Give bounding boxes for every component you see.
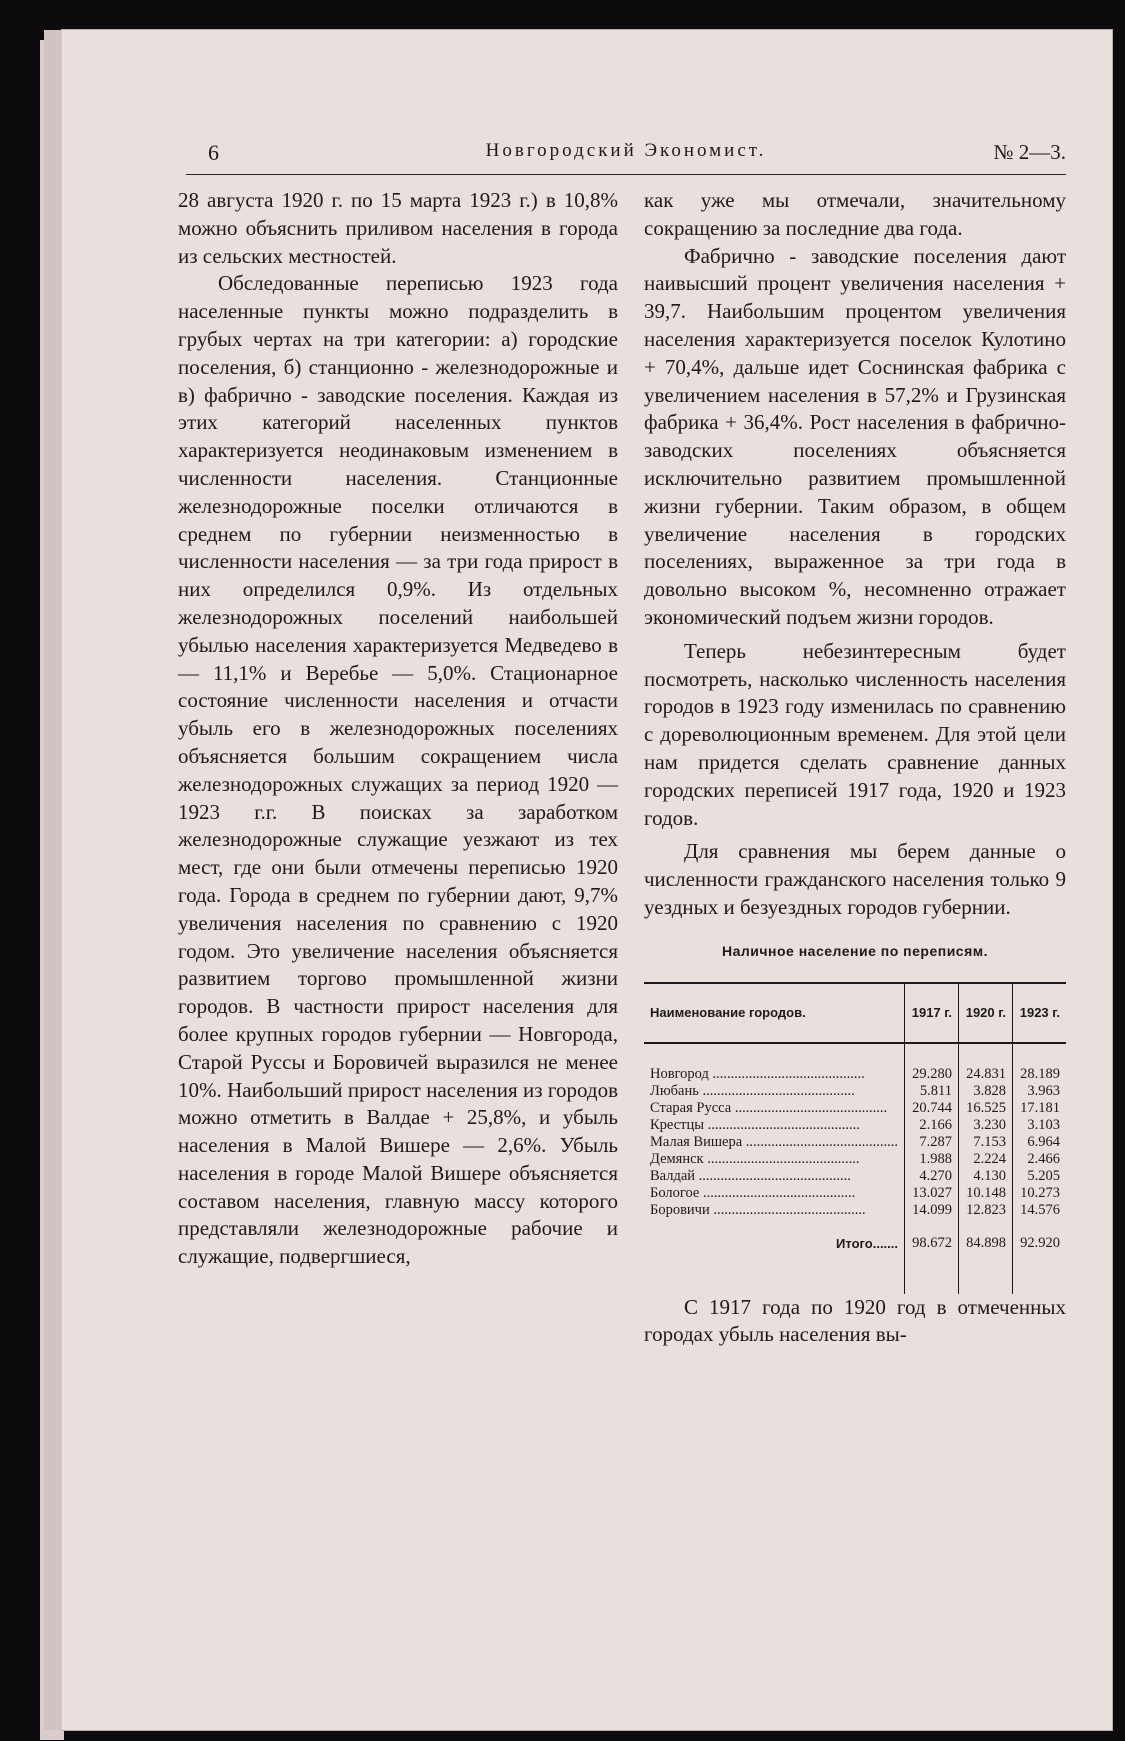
value-1917 [905,1168,959,1185]
total-row [644,1219,1066,1252]
value-1920-text: 3.230 [973,1116,1006,1133]
city-name [644,1185,905,1202]
journal-page [178,140,1066,1347]
value-1917 [905,1066,959,1083]
total-1917: 98.672 [905,1219,959,1252]
value-1923-text: 14.576 [1020,1201,1060,1218]
total-1920: 84.898 [959,1219,1013,1252]
paragraph: Обследованные переписью 1923 года населенные пункты можно подразделить в грубых чертах на три категории: а) городские поселения, б) станционно - железнодорожные и в) фабрично - заводские поселения. Каждая из этих категорий населенных пунктов характеризуется неодинаковым изменением в численности населения. Станционные железнодорожные поселки отличаются в среднем по губернии неизменностью в численности населения — за три года прирост в них определился 0,9%. Из отдельных железнодорожных поселений наибольшей убылью населения характеризуется Медведево в — 11,1% и Веребье — 5,0%. Стационарное состояние численности населения и отчасти убыль его в железнодорожных поселениях объясняется большим сокращением числа железнодорожных служащих за период 1920 — 1923 г.г. В поисках за заработком железнодорожные служащие уезжают из тех мест, где они были отмечены переписью 1920 года. Города в среднем по губернии дают, 9,7% увеличения населения по сравнению с 1920 годом. Это увеличение населения объясняется развитием торгово промышленной жизни городов. В частности прирост населения для более крупных городов губернии — Новгорода, Старой Руссы и Боровичей выразился не менее 10%. Наибольший прирост населения из городов можно отметить в Валдае + 25,8%, и убыль населения в Малой Вишере — 2,6%. Убыль населения в городе Малой Вишере объясняется составом населения, главную массу которого представляли железнодорожные рабочие и служащие, подвергшиеся, [178,271,618,1269]
value-1923 [1012,1134,1066,1151]
value-1923 [1012,1202,1066,1219]
city-name [644,1066,905,1083]
value-1917-text: 2.166 [919,1116,952,1133]
value-1923-text: 3.963 [1027,1082,1060,1099]
value-1920-text: 2.224 [973,1150,1006,1167]
journal-title: Новгородский Экономист. [485,140,767,161]
left-column [178,187,618,1271]
table-header-row [644,983,1066,1043]
value-1920-text: 7.153 [973,1133,1006,1150]
value-1920 [959,1066,1013,1083]
city-name-text: Любань [650,1082,699,1099]
paragraph: Для сравнения мы берем данные о численности гражданского населения только 9 уездных и безуездных городов губернии. [644,839,1066,919]
value-1917-text: 7.287 [919,1133,952,1150]
column-header: 1920 г. [959,983,1013,1043]
city-name [644,1100,905,1117]
table-row [644,1185,1066,1202]
leader-dots: .......................................... [742,1133,899,1150]
column-header: 1923 г. [1012,983,1066,1043]
leader-dots: .......................................... [704,1116,860,1133]
table-row [644,1083,1066,1100]
page-number: 6 [208,140,219,165]
value-1920 [959,1151,1013,1168]
value-1923 [1012,1117,1066,1134]
city-name [644,1168,905,1185]
book-spine [40,40,64,1740]
leader-dots: .......................................... [708,1065,865,1082]
city-name-text: Демянск [650,1150,704,1167]
table-row [644,1066,1066,1083]
value-1920-text: 24.831 [966,1065,1006,1082]
value-1917-text: 13.027 [912,1184,952,1201]
value-1923-text: 28.189 [1020,1065,1060,1082]
value-1920-text: 12.823 [966,1201,1006,1218]
column-header: 1917 г. [905,983,959,1043]
city-name [644,1083,905,1100]
value-1923 [1012,1168,1066,1185]
leader-dots: .......................................... [731,1099,888,1116]
leader-dots: .......................................... [709,1201,866,1218]
value-1923-text: 3.103 [1027,1116,1060,1133]
table-row [644,1100,1066,1117]
city-name-text: Валдай [650,1167,696,1184]
table-row [644,1117,1066,1134]
value-1923-text: 2.466 [1027,1150,1060,1167]
value-1917-text: 1.988 [919,1150,952,1167]
value-1920 [959,1168,1013,1185]
city-name-text: Старая Русса [650,1099,732,1116]
value-1920 [959,1134,1013,1151]
table-row [644,1151,1066,1168]
value-1920-text: 10.148 [966,1184,1006,1201]
value-1917-text: 4.270 [919,1167,952,1184]
value-1920-text: 4.130 [973,1167,1006,1184]
value-1917 [905,1117,959,1134]
city-name-text: Крестцы [650,1116,704,1133]
value-1920 [959,1202,1013,1219]
leader-dots: .......................................... [699,1184,856,1201]
value-1920 [959,1083,1013,1100]
value-1920 [959,1100,1013,1117]
issue-number: № 2—3. [993,140,1066,164]
value-1923 [1012,1066,1066,1083]
leader-dots: .......................................... [703,1150,860,1167]
column-header: Наименование городов. [650,1005,806,1021]
paragraph: Фабрично - заводские поселения дают наивысший процент увеличения населения + 39,7. Наибольшим процентом увеличения населения характеризуется поселок Кулотино + 70,4%, дальше идет Соснинская фабрика с увеличением населения в 57,2% и Грузинская фабрика + 36,4%. Рост населения в фабрично-заводских поселениях объясняется исключительно развитием промышленной жизни губернии. Таким образом, в общем увеличение населения в городских поселениях, выраженное за три года в довольно высоком %, несомненно отражает экономический подъем жизни городов. [644,243,1066,629]
total-label: Итого....... [836,1235,899,1251]
value-1923-text: 6.964 [1027,1133,1060,1150]
table-row [644,1134,1066,1151]
value-1920 [959,1117,1013,1134]
value-1923 [1012,1083,1066,1100]
value-1920 [959,1185,1013,1202]
value-1923-text: 10.273 [1020,1184,1060,1201]
city-name [644,1134,905,1151]
value-1917-text: 20.744 [912,1099,952,1116]
paragraph: Теперь небезинтересным будет посмотреть, насколько численность населения городов в 1923 году изменилась по сравнению с дореволюционным временем. Для этой цели нам придется сделать сравнение данных городских переписей 1917 года, 1920 и 1923 годов. [644,638,1066,830]
city-name-text: Малая Вишера [650,1133,743,1150]
value-1917 [905,1134,959,1151]
table-row [644,1202,1066,1219]
population-table [644,982,1066,1294]
paragraph: как уже мы отмечали, значительному сокращению за последние два года. [644,188,1066,240]
value-1923 [1012,1185,1066,1202]
paragraph: С 1917 года по 1920 год в отмеченных городах убыль населения вы- [644,1294,1066,1347]
table-row [644,1168,1066,1185]
leader-dots: .......................................... [698,1082,855,1099]
city-name [644,1202,905,1219]
value-1917 [905,1202,959,1219]
value-1917 [905,1083,959,1100]
value-1917-text: 14.099 [912,1201,952,1218]
total-label-text: Итого [836,1235,873,1251]
city-name-text: Бологое [650,1184,700,1201]
value-1923-text: 5.205 [1027,1167,1060,1184]
value-1917 [905,1185,959,1202]
value-1923-text: 17.181 [1020,1099,1060,1116]
value-1920-text: 16.525 [966,1099,1006,1116]
right-column [644,187,1066,1349]
paragraph: 28 августа 1920 г. по 15 марта 1923 г.) в 10,8% можно объяснить приливом населения в города из сельских местностей. [178,188,618,268]
value-1920-text: 3.828 [973,1082,1006,1099]
leader-dots: .......................................... [695,1167,851,1184]
city-name [644,1117,905,1134]
value-1923 [1012,1151,1066,1168]
total-1923: 92.920 [1012,1219,1066,1252]
city-name-text: Новгород [650,1065,709,1082]
value-1917 [905,1151,959,1168]
value-1917-text: 5.811 [919,1082,952,1099]
value-1923 [1012,1100,1066,1117]
running-header [186,140,1066,175]
city-name [644,1151,905,1168]
city-name-text: Боровичи [650,1201,710,1218]
table-title: Наличное население по переписям. [722,942,988,959]
value-1917 [905,1100,959,1117]
value-1917-text: 29.280 [912,1065,952,1082]
